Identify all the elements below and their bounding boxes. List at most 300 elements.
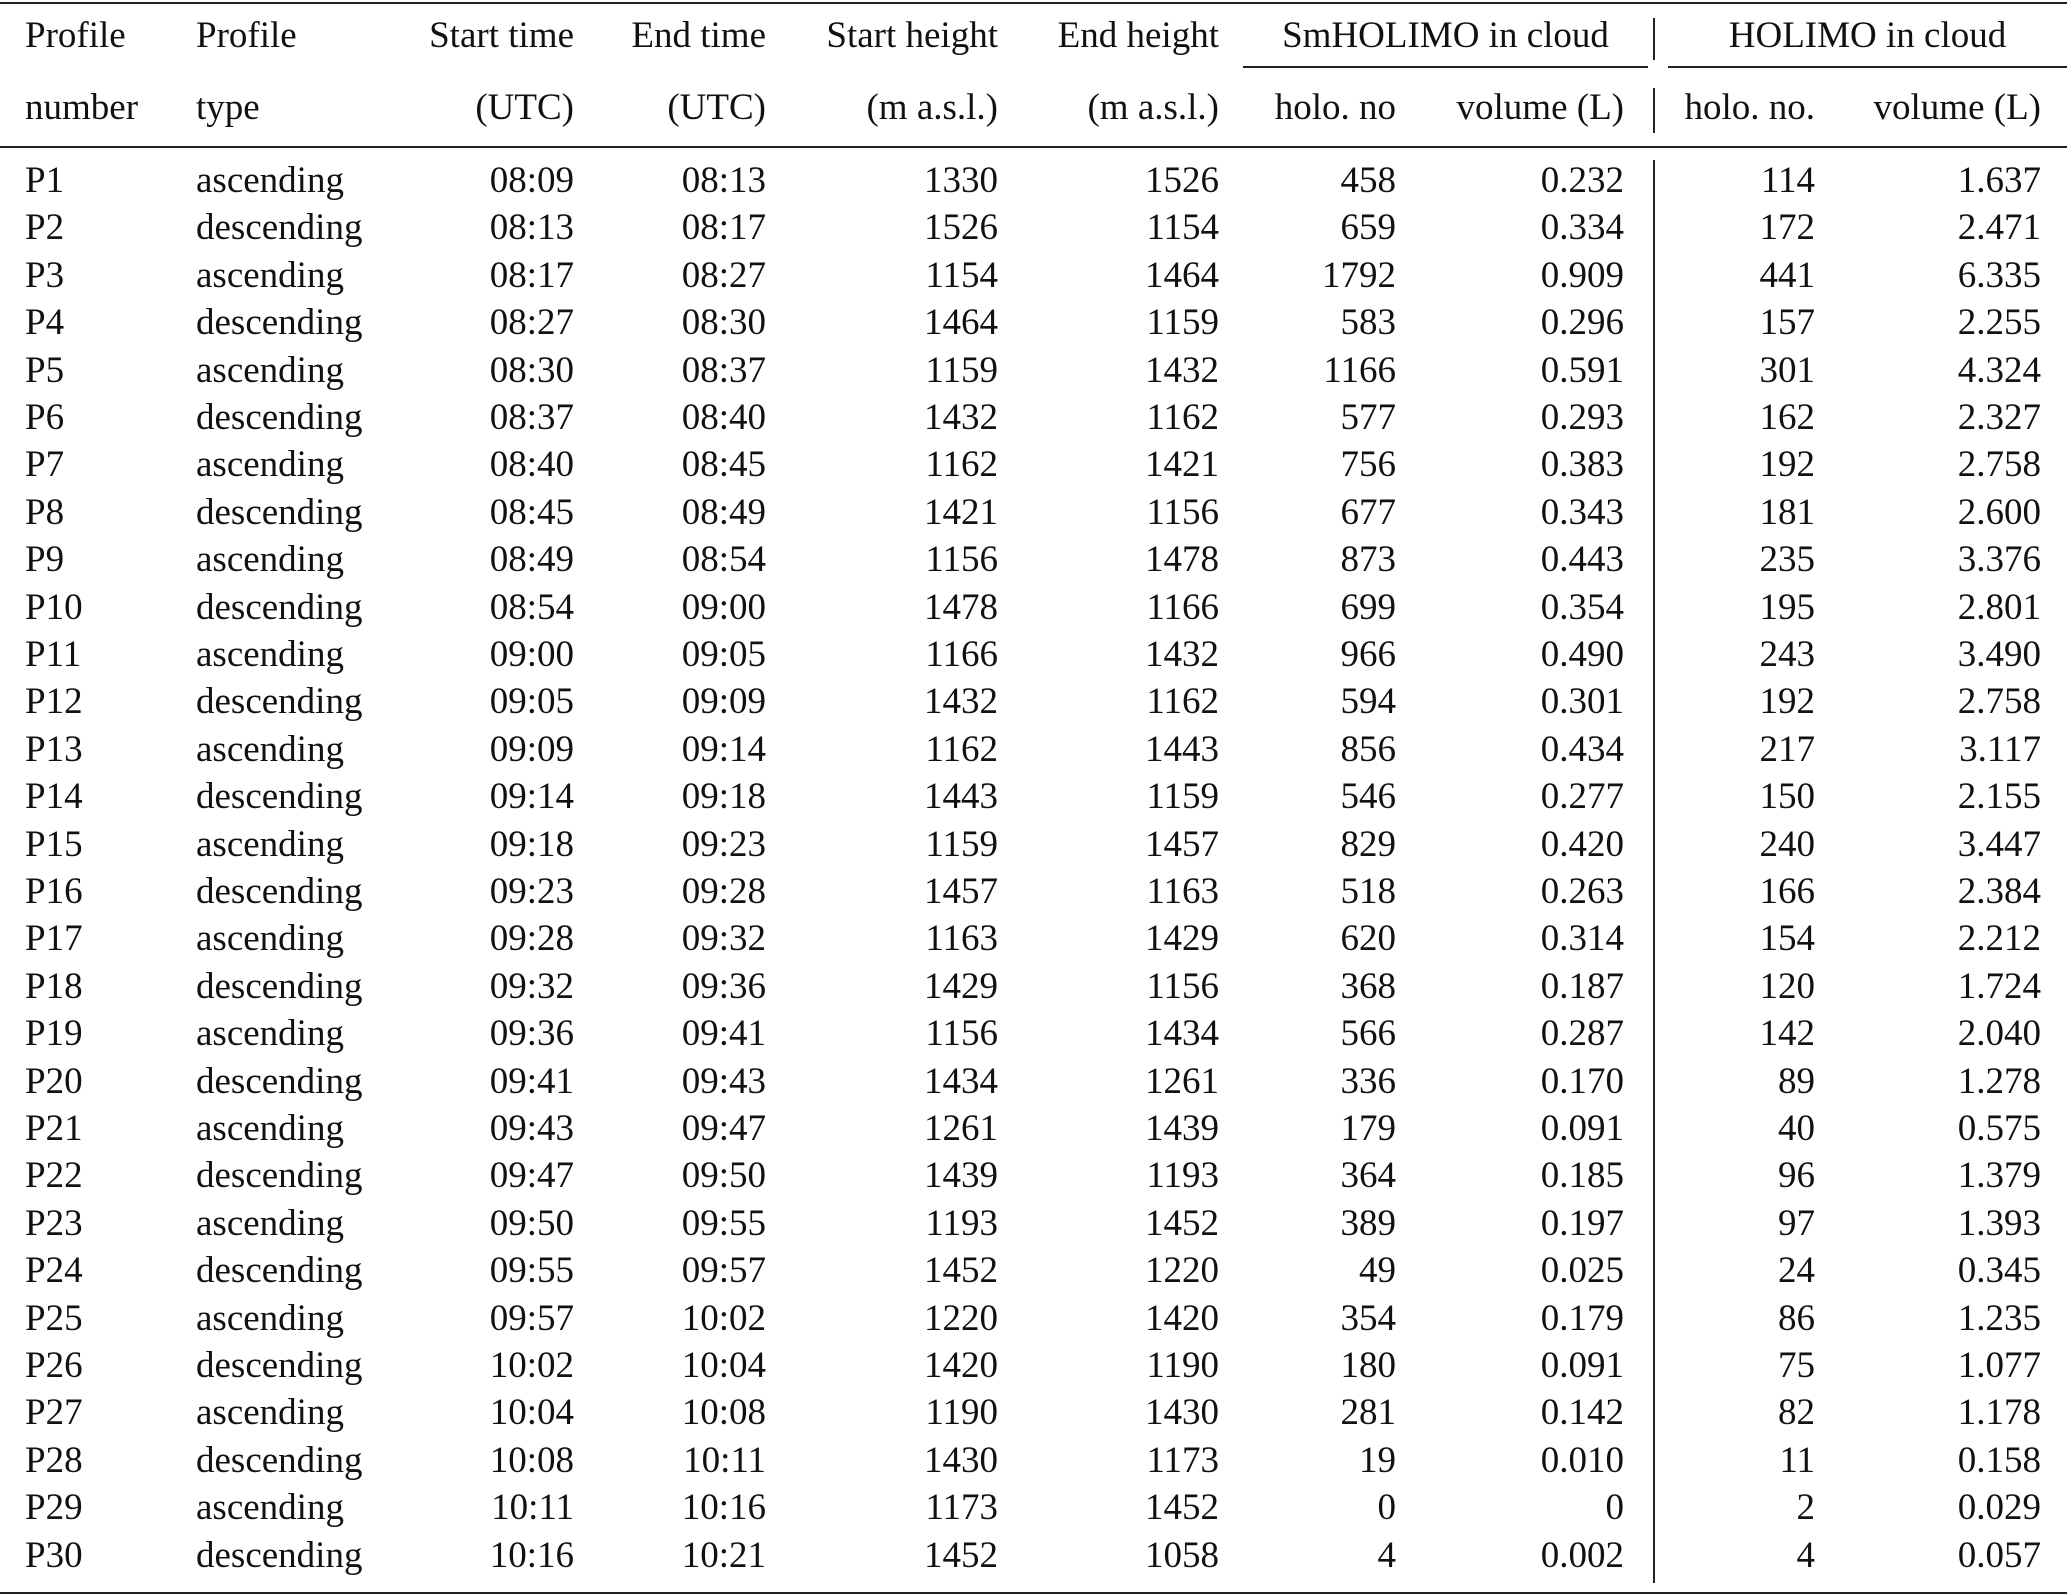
- cell-end-height: 1261: [1145, 1061, 1219, 1102]
- cell-end-height: 1162: [1146, 681, 1219, 722]
- cell-profile-number: P4: [25, 302, 65, 343]
- cell-start-height: 1432: [924, 681, 998, 722]
- cell-start-time: 09:55: [489, 1250, 574, 1291]
- cell-holimo-holo-no: 4: [1796, 1535, 1815, 1576]
- header-profile-number-line1: Profile: [25, 15, 126, 56]
- cell-start-time: 09:28: [489, 918, 574, 959]
- cell-end-height: 1421: [1145, 444, 1219, 485]
- cell-end-height: 1163: [1146, 871, 1219, 912]
- cell-smholimo-holo-no: 829: [1340, 824, 1396, 865]
- cell-start-time: 09:14: [489, 776, 574, 817]
- cell-holimo-holo-no: 142: [1759, 1013, 1815, 1054]
- cell-holimo-holo-no: 217: [1759, 729, 1815, 770]
- cell-smholimo-holo-no: 4: [1377, 1535, 1396, 1576]
- cell-smholimo-holo-no: 856: [1340, 729, 1396, 770]
- cell-profile-type: descending: [196, 1535, 363, 1576]
- cell-profile-number: P11: [25, 634, 82, 675]
- cell-holimo-volume: 2.327: [1957, 397, 2041, 438]
- cell-end-height: 1432: [1145, 634, 1219, 675]
- cell-start-time: 09:05: [489, 681, 574, 722]
- cell-start-time: 08:13: [489, 207, 574, 248]
- header-profile-type-line2: type: [196, 87, 260, 128]
- cell-profile-type: ascending: [196, 824, 344, 865]
- cell-start-time: 08:27: [489, 302, 574, 343]
- cell-smholimo-volume: 0.002: [1540, 1535, 1624, 1576]
- cell-smholimo-volume: 0.354: [1540, 587, 1624, 628]
- cell-profile-number: P23: [25, 1203, 83, 1244]
- cell-end-height: 1154: [1146, 207, 1219, 248]
- cell-smholimo-holo-no: 364: [1340, 1155, 1396, 1196]
- cell-smholimo-volume: 0.490: [1540, 634, 1624, 675]
- cell-end-height: 1457: [1145, 824, 1219, 865]
- cell-profile-type: ascending: [196, 539, 344, 580]
- cell-smholimo-holo-no: 458: [1340, 160, 1396, 201]
- cell-profile-type: descending: [196, 397, 363, 438]
- cell-end-height: 1159: [1146, 776, 1219, 817]
- cell-smholimo-holo-no: 566: [1340, 1013, 1396, 1054]
- cell-profile-number: P29: [25, 1487, 83, 1528]
- cell-smholimo-volume: 0.420: [1540, 824, 1624, 865]
- cell-holimo-volume: 0.029: [1957, 1487, 2041, 1528]
- cell-end-height: 1162: [1146, 397, 1219, 438]
- cell-start-height: 1162: [925, 729, 998, 770]
- cell-end-height: 1478: [1145, 539, 1219, 580]
- cell-profile-number: P24: [25, 1250, 83, 1291]
- cell-profile-type: ascending: [196, 1392, 344, 1433]
- cell-end-time: 10:21: [681, 1535, 766, 1576]
- cell-start-time: 09:47: [489, 1155, 574, 1196]
- cell-smholimo-volume: 0.334: [1540, 207, 1624, 248]
- cell-end-time: 08:13: [681, 160, 766, 201]
- cell-start-height: 1526: [924, 207, 998, 248]
- cell-holimo-volume: 2.155: [1957, 776, 2041, 817]
- cell-profile-type: ascending: [196, 350, 344, 391]
- cell-holimo-holo-no: 441: [1759, 255, 1815, 296]
- cell-holimo-volume: 1.278: [1957, 1061, 2041, 1102]
- cell-smholimo-holo-no: 546: [1340, 776, 1396, 817]
- cell-profile-type: ascending: [196, 1487, 344, 1528]
- cell-end-height: 1452: [1145, 1487, 1219, 1528]
- cell-smholimo-volume: 0.010: [1540, 1440, 1624, 1481]
- cell-smholimo-holo-no: 699: [1340, 587, 1396, 628]
- cell-holimo-volume: 2.758: [1957, 681, 2041, 722]
- cell-smholimo-volume: 0.343: [1540, 492, 1624, 533]
- cell-smholimo-holo-no: 518: [1340, 871, 1396, 912]
- cell-holimo-holo-no: 166: [1759, 871, 1815, 912]
- cell-end-height: 1220: [1145, 1250, 1219, 1291]
- header-end-time-line2: (UTC): [667, 87, 766, 128]
- cell-start-time: 09:18: [489, 824, 574, 865]
- cell-holimo-holo-no: 97: [1778, 1203, 1815, 1244]
- cell-holimo-holo-no: 243: [1759, 634, 1815, 675]
- cell-end-height: 1156: [1146, 966, 1219, 1007]
- group-underline-smholimo: [1243, 66, 1648, 68]
- cell-holimo-holo-no: 172: [1759, 207, 1815, 248]
- cell-smholimo-holo-no: 354: [1340, 1298, 1396, 1339]
- cell-start-time: 08:49: [489, 539, 574, 580]
- cell-smholimo-holo-no: 368: [1340, 966, 1396, 1007]
- cell-holimo-holo-no: 154: [1759, 918, 1815, 959]
- cell-profile-number: P13: [25, 729, 83, 770]
- cell-profile-type: descending: [196, 1345, 363, 1386]
- cell-start-height: 1163: [925, 918, 998, 959]
- cell-profile-type: ascending: [196, 729, 344, 770]
- cell-profile-type: descending: [196, 1061, 363, 1102]
- cell-smholimo-volume: 0.025: [1540, 1250, 1624, 1291]
- cell-smholimo-volume: 0.591: [1540, 350, 1624, 391]
- group-header-holimo: HOLIMO in cloud: [1728, 15, 2007, 56]
- cell-start-time: 09:00: [489, 634, 574, 675]
- cell-start-height: 1159: [925, 350, 998, 391]
- cell-profile-number: P10: [25, 587, 83, 628]
- cell-profile-number: P12: [25, 681, 83, 722]
- cell-holimo-volume: 1.637: [1957, 160, 2041, 201]
- cell-end-time: 09:09: [681, 681, 766, 722]
- cell-start-time: 09:23: [489, 871, 574, 912]
- cell-profile-number: P17: [25, 918, 83, 959]
- cell-smholimo-holo-no: 180: [1340, 1345, 1396, 1386]
- cell-start-height: 1457: [924, 871, 998, 912]
- group-header-smholimo: SmHOLIMO in cloud: [1282, 15, 1609, 56]
- cell-holimo-volume: 3.490: [1957, 634, 2041, 675]
- cell-start-height: 1154: [925, 255, 998, 296]
- cell-holimo-volume: 2.212: [1957, 918, 2041, 959]
- cell-end-height: 1439: [1145, 1108, 1219, 1149]
- cell-end-time: 08:27: [681, 255, 766, 296]
- cell-start-height: 1452: [924, 1250, 998, 1291]
- cell-holimo-holo-no: 114: [1760, 160, 1815, 201]
- cell-holimo-volume: 0.345: [1957, 1250, 2041, 1291]
- cell-start-time: 08:40: [489, 444, 574, 485]
- cell-smholimo-holo-no: 873: [1340, 539, 1396, 580]
- cell-smholimo-holo-no: 49: [1359, 1250, 1396, 1291]
- cell-end-height: 1429: [1145, 918, 1219, 959]
- cell-start-height: 1330: [924, 160, 998, 201]
- cell-smholimo-holo-no: 620: [1340, 918, 1396, 959]
- cell-profile-number: P19: [25, 1013, 83, 1054]
- cell-smholimo-volume: 0.434: [1540, 729, 1624, 770]
- cell-holimo-volume: 2.040: [1957, 1013, 2041, 1054]
- cell-start-height: 1162: [925, 444, 998, 485]
- cell-start-height: 1430: [924, 1440, 998, 1481]
- cell-profile-number: P16: [25, 871, 83, 912]
- cell-profile-type: ascending: [196, 255, 344, 296]
- cell-start-time: 08:17: [489, 255, 574, 296]
- cell-holimo-holo-no: 192: [1759, 444, 1815, 485]
- cell-smholimo-volume: 0: [1605, 1487, 1624, 1528]
- cell-end-time: 09:36: [681, 966, 766, 1007]
- cell-start-height: 1434: [924, 1061, 998, 1102]
- cell-start-height: 1432: [924, 397, 998, 438]
- cell-smholimo-holo-no: 1166: [1323, 350, 1396, 391]
- cell-start-height: 1420: [924, 1345, 998, 1386]
- cell-holimo-holo-no: 89: [1778, 1061, 1815, 1102]
- cell-end-time: 09:05: [681, 634, 766, 675]
- cell-end-height: 1434: [1145, 1013, 1219, 1054]
- cell-holimo-volume: 2.600: [1957, 492, 2041, 533]
- cell-end-time: 08:54: [681, 539, 766, 580]
- cell-holimo-holo-no: 24: [1778, 1250, 1815, 1291]
- cell-smholimo-holo-no: 659: [1340, 207, 1396, 248]
- cell-profile-number: P22: [25, 1155, 83, 1196]
- cell-holimo-holo-no: 75: [1778, 1345, 1815, 1386]
- cell-holimo-holo-no: 192: [1759, 681, 1815, 722]
- cell-end-height: 1166: [1146, 587, 1219, 628]
- cell-start-time: 10:04: [489, 1392, 574, 1433]
- cell-holimo-volume: 1.077: [1957, 1345, 2041, 1386]
- cell-start-time: 09:57: [489, 1298, 574, 1339]
- cell-start-time: 09:09: [489, 729, 574, 770]
- cell-holimo-volume: 4.324: [1957, 350, 2041, 391]
- cell-end-height: 1464: [1145, 255, 1219, 296]
- cell-holimo-volume: 3.447: [1957, 824, 2041, 865]
- cell-holimo-volume: 3.376: [1957, 539, 2041, 580]
- cell-profile-number: P20: [25, 1061, 83, 1102]
- cell-end-time: 10:04: [681, 1345, 766, 1386]
- cell-holimo-volume: 2.471: [1957, 207, 2041, 248]
- cell-profile-number: P8: [25, 492, 65, 533]
- cell-start-time: 09:50: [489, 1203, 574, 1244]
- cell-end-height: 1190: [1146, 1345, 1219, 1386]
- cell-smholimo-holo-no: 583: [1340, 302, 1396, 343]
- cell-smholimo-volume: 0.383: [1540, 444, 1624, 485]
- cell-profile-type: descending: [196, 1250, 363, 1291]
- cell-profile-number: P25: [25, 1298, 83, 1339]
- cell-profile-type: descending: [196, 871, 363, 912]
- cell-end-time: 09:50: [681, 1155, 766, 1196]
- cell-profile-type: ascending: [196, 1298, 344, 1339]
- cell-end-height: 1443: [1145, 729, 1219, 770]
- cell-holimo-volume: 2.801: [1957, 587, 2041, 628]
- cell-profile-type: descending: [196, 776, 363, 817]
- cell-profile-number: P5: [25, 350, 65, 391]
- header-end-height-line2: (m a.s.l.): [1087, 87, 1219, 128]
- cell-start-height: 1261: [924, 1108, 998, 1149]
- cell-holimo-volume: 0.575: [1957, 1108, 2041, 1149]
- cell-smholimo-holo-no: 756: [1340, 444, 1396, 485]
- cell-smholimo-volume: 0.293: [1540, 397, 1624, 438]
- cell-holimo-holo-no: 157: [1759, 302, 1815, 343]
- cell-profile-type: descending: [196, 492, 363, 533]
- cell-start-time: 10:16: [489, 1535, 574, 1576]
- cell-start-height: 1464: [924, 302, 998, 343]
- cell-end-time: 09:43: [681, 1061, 766, 1102]
- cell-end-time: 09:14: [681, 729, 766, 770]
- cell-start-height: 1439: [924, 1155, 998, 1196]
- cell-start-height: 1193: [925, 1203, 998, 1244]
- cell-profile-type: ascending: [196, 634, 344, 675]
- cell-smholimo-holo-no: 966: [1340, 634, 1396, 675]
- cell-smholimo-holo-no: 577: [1340, 397, 1396, 438]
- cell-holimo-volume: 1.178: [1957, 1392, 2041, 1433]
- cell-smholimo-volume: 0.296: [1540, 302, 1624, 343]
- cell-holimo-volume: 2.384: [1957, 871, 2041, 912]
- cell-start-time: 10:08: [489, 1440, 574, 1481]
- cell-start-height: 1166: [925, 634, 998, 675]
- cell-end-time: 09:18: [681, 776, 766, 817]
- cell-smholimo-volume: 0.170: [1540, 1061, 1624, 1102]
- top-rule: [0, 2, 2067, 4]
- cell-smholimo-volume: 0.909: [1540, 255, 1624, 296]
- header-end-height-line1: End height: [1057, 15, 1219, 56]
- cell-holimo-holo-no: 2: [1796, 1487, 1815, 1528]
- cell-smholimo-holo-no: 179: [1340, 1108, 1396, 1149]
- cell-profile-number: P27: [25, 1392, 83, 1433]
- cell-end-time: 08:30: [681, 302, 766, 343]
- cell-profile-number: P6: [25, 397, 65, 438]
- cell-smholimo-holo-no: 677: [1340, 492, 1396, 533]
- header-holimo-holo-no: holo. no.: [1684, 87, 1815, 128]
- cell-start-time: 08:45: [489, 492, 574, 533]
- cell-profile-type: ascending: [196, 1013, 344, 1054]
- cell-end-time: 10:16: [681, 1487, 766, 1528]
- cell-end-height: 1432: [1145, 350, 1219, 391]
- cell-profile-type: ascending: [196, 918, 344, 959]
- cell-start-height: 1156: [925, 1013, 998, 1054]
- cell-profile-type: descending: [196, 1440, 363, 1481]
- group-underline-holimo: [1668, 66, 2067, 68]
- cell-end-height: 1420: [1145, 1298, 1219, 1339]
- cell-end-time: 08:49: [681, 492, 766, 533]
- cell-holimo-holo-no: 86: [1778, 1298, 1815, 1339]
- cell-start-height: 1443: [924, 776, 998, 817]
- cell-end-time: 08:37: [681, 350, 766, 391]
- cell-start-height: 1478: [924, 587, 998, 628]
- cell-end-time: 09:55: [681, 1203, 766, 1244]
- cell-holimo-holo-no: 162: [1759, 397, 1815, 438]
- cell-profile-number: P28: [25, 1440, 83, 1481]
- cell-holimo-volume: 3.117: [1959, 729, 2041, 770]
- cell-end-height: 1430: [1145, 1392, 1219, 1433]
- cell-smholimo-volume: 0.301: [1540, 681, 1624, 722]
- cell-smholimo-volume: 0.287: [1540, 1013, 1624, 1054]
- cell-holimo-holo-no: 195: [1759, 587, 1815, 628]
- header-smholimo-holo-no: holo. no: [1274, 87, 1396, 128]
- cell-end-time: 10:08: [681, 1392, 766, 1433]
- cell-end-time: 09:23: [681, 824, 766, 865]
- cell-profile-type: ascending: [196, 444, 344, 485]
- cell-holimo-holo-no: 235: [1759, 539, 1815, 580]
- cell-holimo-volume: 1.724: [1957, 966, 2041, 1007]
- cell-smholimo-holo-no: 0: [1377, 1487, 1396, 1528]
- header-rule: [0, 146, 2067, 148]
- cell-smholimo-volume: 0.232: [1540, 160, 1624, 201]
- cell-end-height: 1159: [1146, 302, 1219, 343]
- cell-end-height: 1526: [1145, 160, 1219, 201]
- cell-start-time: 08:09: [489, 160, 574, 201]
- cell-smholimo-holo-no: 336: [1340, 1061, 1396, 1102]
- cell-holimo-volume: 1.393: [1957, 1203, 2041, 1244]
- cell-profile-number: P26: [25, 1345, 83, 1386]
- cell-start-time: 09:36: [489, 1013, 574, 1054]
- cell-start-time: 08:37: [489, 397, 574, 438]
- cell-start-height: 1452: [924, 1535, 998, 1576]
- cell-start-time: 09:41: [489, 1061, 574, 1102]
- cell-profile-number: P30: [25, 1535, 83, 1576]
- cell-smholimo-volume: 0.142: [1540, 1392, 1624, 1433]
- header-smholimo-volume: volume (L): [1456, 87, 1624, 128]
- cell-start-time: 10:11: [491, 1487, 574, 1528]
- header-holimo-volume: volume (L): [1873, 87, 2041, 128]
- cell-profile-number: P9: [25, 539, 65, 580]
- header-profile-number-line2: number: [25, 87, 139, 128]
- header-start-time-line2: (UTC): [475, 87, 574, 128]
- cell-smholimo-holo-no: 281: [1340, 1392, 1396, 1433]
- cell-profile-type: descending: [196, 302, 363, 343]
- cell-smholimo-volume: 0.314: [1540, 918, 1624, 959]
- cell-end-time: 09:32: [681, 918, 766, 959]
- cell-holimo-holo-no: 40: [1778, 1108, 1815, 1149]
- cell-holimo-holo-no: 240: [1759, 824, 1815, 865]
- cell-start-time: 09:43: [489, 1108, 574, 1149]
- cell-profile-type: descending: [196, 1155, 363, 1196]
- cell-profile-type: descending: [196, 681, 363, 722]
- cell-smholimo-volume: 0.197: [1540, 1203, 1624, 1244]
- cell-holimo-volume: 2.758: [1957, 444, 2041, 485]
- cell-holimo-volume: 2.255: [1957, 302, 2041, 343]
- cell-profile-number: P15: [25, 824, 83, 865]
- cell-profile-type: ascending: [196, 1108, 344, 1149]
- cell-start-time: 08:30: [489, 350, 574, 391]
- cell-profile-number: P18: [25, 966, 83, 1007]
- cell-start-height: 1156: [925, 539, 998, 580]
- header-profile-type-line1: Profile: [196, 15, 297, 56]
- header-end-time-line1: End time: [631, 15, 766, 56]
- cell-end-height: 1156: [1146, 492, 1219, 533]
- cell-profile-type: descending: [196, 587, 363, 628]
- cell-end-time: 10:11: [683, 1440, 766, 1481]
- cell-start-time: 08:54: [489, 587, 574, 628]
- cell-holimo-volume: 0.057: [1957, 1535, 2041, 1576]
- cell-end-time: 09:47: [681, 1108, 766, 1149]
- cell-start-time: 10:02: [489, 1345, 574, 1386]
- cell-profile-number: P14: [25, 776, 83, 817]
- cell-end-time: 09:28: [681, 871, 766, 912]
- cell-profile-type: descending: [196, 966, 363, 1007]
- cell-profile-number: P1: [25, 160, 65, 201]
- cell-smholimo-holo-no: 389: [1340, 1203, 1396, 1244]
- cell-end-height: 1193: [1146, 1155, 1219, 1196]
- cell-holimo-holo-no: 150: [1759, 776, 1815, 817]
- cell-profile-number: P7: [25, 444, 65, 485]
- cell-holimo-holo-no: 11: [1779, 1440, 1815, 1481]
- cell-holimo-holo-no: 96: [1778, 1155, 1815, 1196]
- bottom-rule: [0, 1592, 2067, 1594]
- cell-smholimo-volume: 0.443: [1540, 539, 1624, 580]
- cell-holimo-volume: 1.379: [1957, 1155, 2041, 1196]
- cell-holimo-holo-no: 181: [1759, 492, 1815, 533]
- cell-end-time: 08:40: [681, 397, 766, 438]
- cell-profile-number: P2: [25, 207, 65, 248]
- cell-end-height: 1173: [1146, 1440, 1219, 1481]
- cell-smholimo-volume: 0.179: [1540, 1298, 1624, 1339]
- cell-end-time: 08:17: [681, 207, 766, 248]
- cell-smholimo-holo-no: 594: [1340, 681, 1396, 722]
- cell-smholimo-volume: 0.187: [1540, 966, 1624, 1007]
- header-separator-bottom: [1653, 88, 1655, 133]
- header-start-height-line1: Start height: [826, 15, 998, 56]
- cell-end-height: 1058: [1145, 1535, 1219, 1576]
- cell-start-height: 1421: [924, 492, 998, 533]
- cell-start-height: 1220: [924, 1298, 998, 1339]
- cell-smholimo-volume: 0.263: [1540, 871, 1624, 912]
- cell-end-height: 1452: [1145, 1203, 1219, 1244]
- cell-smholimo-holo-no: 19: [1359, 1440, 1396, 1481]
- cell-profile-type: ascending: [196, 1203, 344, 1244]
- cell-holimo-volume: 0.158: [1957, 1440, 2041, 1481]
- cell-start-height: 1190: [925, 1392, 998, 1433]
- cell-smholimo-volume: 0.277: [1540, 776, 1624, 817]
